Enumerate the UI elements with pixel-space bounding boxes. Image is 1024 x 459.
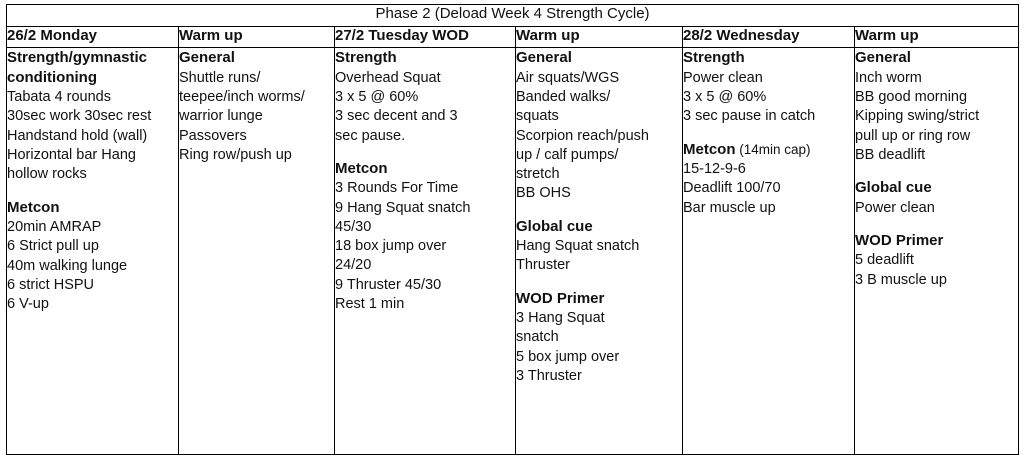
workout-block (516, 48, 682, 203)
workout-line: Scorpion reach/push (516, 127, 649, 144)
workout-line: 30sec work 30sec rest (7, 108, 152, 125)
cell-warmup-monday (179, 48, 335, 455)
workout-line: 6 V-up (7, 296, 49, 313)
workout-line: BB good morning (855, 88, 968, 105)
workout-block (683, 48, 854, 126)
workout-block (516, 289, 682, 387)
workout-line: BB OHS (516, 185, 571, 202)
table-header-row (7, 26, 1019, 48)
workout-line: Handstand hold (wall) (7, 127, 148, 144)
workout-block-title: Global cue (516, 217, 593, 235)
workout-line: Shuttle runs/ (179, 69, 261, 86)
workout-line: 3 Thruster (516, 368, 582, 385)
column-header-monday: 26/2 Monday (7, 26, 179, 48)
workout-line: 3 sec decent and 3 (335, 108, 458, 125)
workout-block (855, 231, 1018, 290)
workout-line: Banded walks/ (516, 88, 611, 105)
column-header-tuesday: 27/2 Tuesday WOD (335, 26, 516, 48)
cell-monday (7, 48, 179, 455)
workout-line: Tabata 4 rounds (7, 89, 111, 106)
workout-block (335, 159, 515, 314)
workout-block-note: (14min cap) (735, 141, 811, 157)
cell-wednesday (683, 48, 855, 455)
workout-block (855, 48, 1018, 165)
workout-line: Thruster (516, 257, 570, 274)
workout-line: Horizontal bar Hang (7, 147, 136, 163)
workout-line: 15-12-9-6 (683, 161, 746, 177)
workout-line: stretch (516, 166, 560, 183)
workout-line: sec pause. (335, 127, 406, 144)
column-header-wednesday: 28/2 Wednesday (683, 26, 855, 48)
workout-line: 45/30 (335, 218, 372, 235)
workout-line: Power clean (855, 199, 935, 216)
workout-block-title: Metcon (14min cap) (683, 140, 811, 158)
workout-block-title: WOD Primer (516, 289, 605, 307)
workout-line: Hang Squat snatch (516, 238, 640, 255)
workout-block (855, 178, 1018, 218)
workout-block-title: WOD Primer (855, 231, 944, 249)
workout-block (179, 48, 334, 165)
workout-line: BB deadlift (855, 146, 926, 163)
workout-plan-table (6, 4, 1019, 455)
column-header-warmup-monday: Warm up (179, 26, 335, 48)
workout-line: Inch worm (855, 69, 922, 86)
workout-block-title: General (179, 49, 235, 67)
workout-line: 3 B muscle up (855, 271, 947, 288)
workout-line: Kipping swing/strict (855, 108, 980, 125)
workout-block-title: Global cue (855, 179, 932, 197)
workout-line: 3 sec pause in catch (683, 108, 816, 125)
table-body-row (7, 48, 1019, 455)
workout-line: 9 Thruster 45/30 (335, 276, 442, 293)
workout-line: snatch (516, 329, 559, 346)
workout-block (335, 48, 515, 146)
workout-block-title: General (855, 49, 911, 67)
workout-line: 40m walking lunge (7, 257, 128, 274)
plan-title: Phase 2 (Deload Week 4 Strength Cycle) (7, 5, 1019, 27)
workout-line: Overhead Squat (335, 69, 441, 86)
workout-line: 3 x 5 @ 60% (683, 88, 767, 105)
workout-block-title: Strength (683, 49, 745, 67)
workout-line: 3 Rounds For Time (335, 180, 459, 197)
workout-line: Passovers (179, 127, 247, 144)
column-header-warmup-wednesday: Warm up (855, 26, 1019, 48)
table-title-row (7, 5, 1019, 27)
workout-line: pull up or ring row (855, 127, 971, 144)
cell-tuesday (335, 48, 516, 455)
workout-block (7, 48, 178, 184)
workout-line: Air squats/WGS (516, 69, 620, 86)
column-header-warmup-tuesday: Warm up (516, 26, 683, 48)
workout-line: teepee/inch worms/ (179, 88, 305, 105)
workout-line: 5 box jump over (516, 348, 620, 365)
workout-line: 6 strict HSPU (7, 276, 95, 293)
workout-line: Deadlift 100/70 (683, 180, 781, 197)
workout-block-title: Strength/gymnastic conditioning (7, 49, 148, 86)
workout-block (683, 140, 854, 218)
workout-block-title: Metcon (335, 159, 388, 177)
workout-line: 5 deadlift (855, 252, 914, 269)
workout-block-title: General (516, 49, 572, 67)
workout-line: 24/20 (335, 257, 372, 274)
workout-line: 6 Strict pull up (7, 238, 99, 255)
workout-line: Power clean (683, 69, 763, 86)
workout-line: Bar muscle up (683, 199, 776, 216)
workout-block-title: Strength (335, 49, 397, 67)
workout-line: 3 Hang Squat (516, 310, 605, 327)
workout-line: warrior lunge (179, 108, 263, 125)
cell-warmup-wednesday (855, 48, 1019, 455)
workout-line: Rest 1 min (335, 295, 405, 312)
cell-warmup-tuesday (516, 48, 683, 455)
workout-line: up / calf pumps/ (516, 146, 619, 163)
workout-block (7, 198, 178, 315)
workout-line: Ring row/push up (179, 146, 292, 163)
workout-line: hollow rocks (7, 166, 87, 183)
workout-line: 18 box jump over (335, 238, 447, 255)
workout-line: 9 Hang Squat snatch (335, 199, 471, 216)
workout-line: 20min AMRAP (7, 219, 102, 236)
workout-line: 3 x 5 @ 60% (335, 88, 419, 105)
workout-block-title: Metcon (7, 198, 60, 216)
workout-block (516, 217, 682, 276)
workout-line: squats (516, 108, 559, 125)
